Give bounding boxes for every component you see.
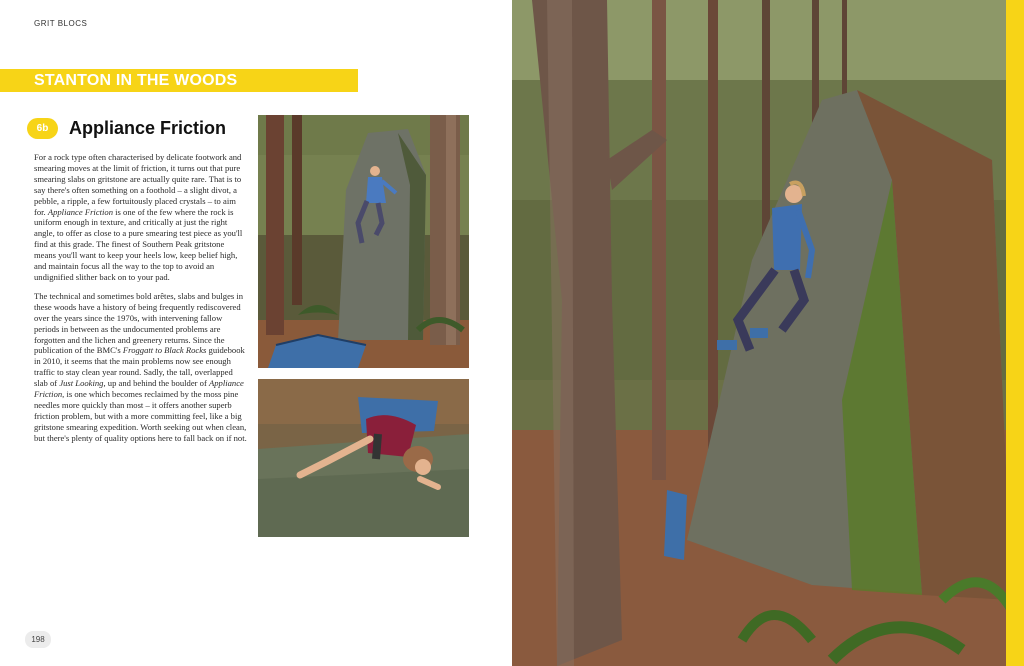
body-text xyxy=(34,152,247,452)
grade-badge: 6b xyxy=(27,118,58,139)
paragraph-1: For a rock type often characterised by delicate footwork and smearing moves at the limit of friction, it turns out that pure smearing slabs on gritstone are actually quite rare. That is to say there's often something on a foothold – a slight divot, a pebble, a ripple, a few fortuitously placed crystals – to aim for. Appliance Friction is one of the few where the rock is uniform enough in texture, and critically at just the right angle, to offer as close to a pure smearing test piece as you'll find at this grade. The finest of Southern Peak gritstone means you'll want to keep your heels low, keep belief high, and maintain focus all the way to the top to avoid an undignified slither back on to your pad. xyxy=(34,152,243,282)
running-header: GRIT BLOCS xyxy=(34,19,88,28)
page-number: 198 xyxy=(25,631,51,648)
section-title: STANTON IN THE WOODS xyxy=(34,72,238,89)
chapter-edge-tab xyxy=(1006,0,1024,666)
full-page-photo xyxy=(512,0,1024,666)
photo-climber-topping-out xyxy=(258,379,469,537)
photo-climber-on-boulder xyxy=(258,115,469,368)
problem-title: Appliance Friction xyxy=(69,118,227,138)
paragraph-2: The technical and sometimes bold arêtes, slabs and bulges in these woods have a history of being frequently rediscovered over the years since the 1970s, with intervening fallow periods in between as the undocumented problems are forgotten and the lichen and greenery returns. Since the publication of the BMC's Froggatt to Black Rocks guidebook in 2010, it seems that the main problems now see enough traffic to stay clean year round. Sadly, the tall, overlapped slab of Just Looking, up and behind the boulder of Appliance Friction, is one which becomes reclaimed by the moss pine needles more quickly than most – it offers another superb friction problem, but with a more committing feel, like a big gritstone smearing expedition. Worth seeking out when clean, but there's plenty of quality options here to fall back on if not. xyxy=(34,290,247,443)
section-banner xyxy=(0,69,358,92)
